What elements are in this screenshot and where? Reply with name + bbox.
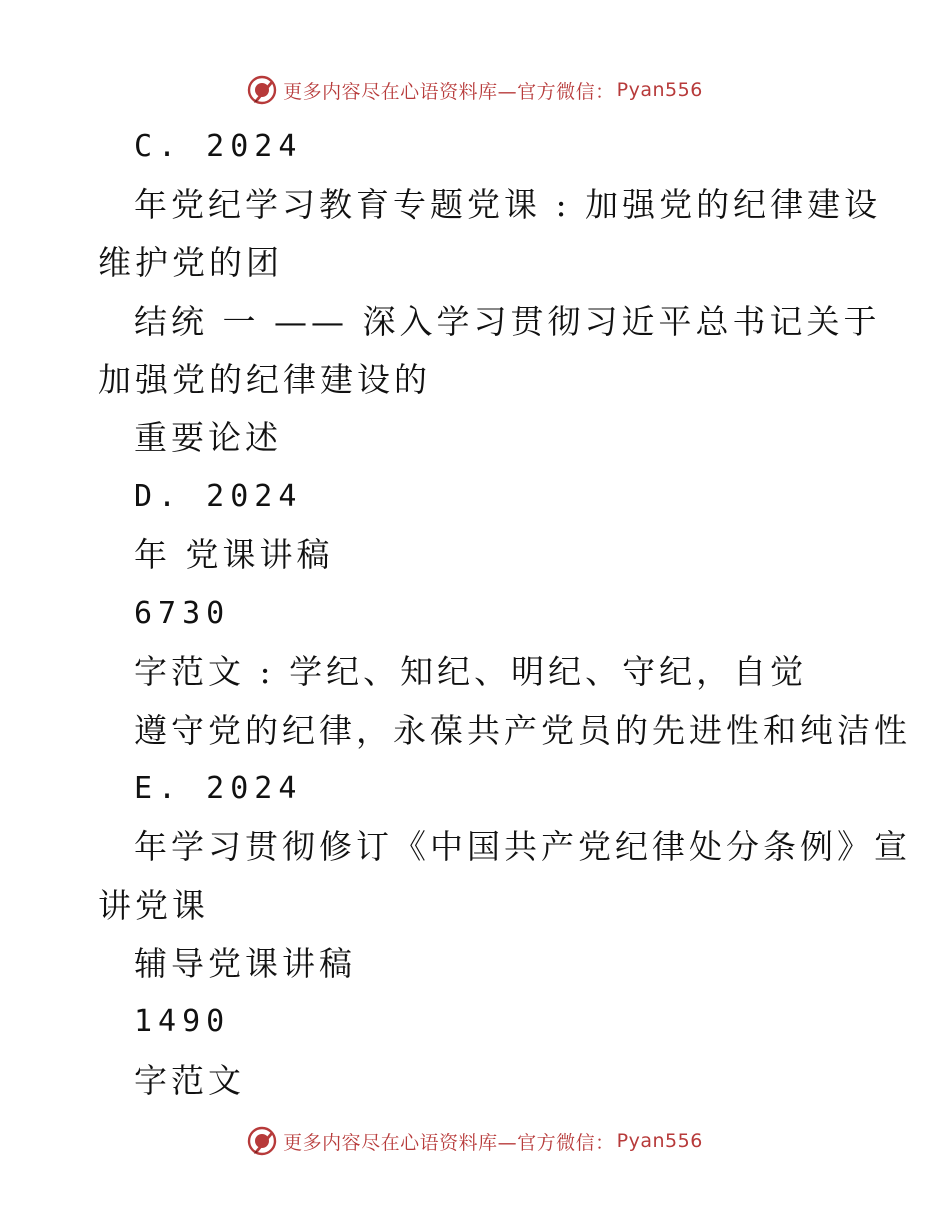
text-line: 字范文 : 学纪、知纪、明纪、守纪，自觉 <box>134 652 808 691</box>
pen-logo-icon <box>247 75 277 105</box>
text-line: 年党纪学习教育专题党课 : 加强党的纪律建设 <box>134 185 882 224</box>
text-line: 年 党课讲稿 <box>134 535 334 574</box>
watermark-text: 更多内容尽在心语资料库—官方微信： <box>283 1131 615 1154</box>
text-line: 年学习贯彻修订《中国共产党纪律处分条例》宣 <box>134 827 911 866</box>
text-line: 遵守党的纪律，永葆共产党员的先进性和纯洁性 <box>134 711 911 750</box>
text-line: 字范文 <box>134 1061 245 1100</box>
watermark-account: Pyan556 <box>616 1130 703 1152</box>
pen-logo-icon <box>247 1126 277 1156</box>
text-line: 讲党课 <box>98 886 209 925</box>
text-line: 1490 <box>134 1004 231 1039</box>
footer-watermark <box>0 1121 950 1161</box>
text-line: E. 2024 <box>134 771 303 806</box>
text-line: 加强党的纪律建设的 <box>98 360 431 399</box>
text-line: 重要论述 <box>134 418 282 457</box>
text-line: C. 2024 <box>134 129 303 164</box>
watermark-text: 更多内容尽在心语资料库—官方微信： <box>283 80 615 103</box>
header-watermark <box>0 70 950 110</box>
text-line: 维护党的团 <box>98 243 283 282</box>
watermark-account: Pyan556 <box>616 79 703 101</box>
text-line: 辅导党课讲稿 <box>134 944 356 983</box>
text-line: 6730 <box>134 596 231 631</box>
text-line: 结统 一 —— 深入学习贯彻习近平总书记关于 <box>134 302 881 341</box>
text-line: D. 2024 <box>134 479 303 514</box>
